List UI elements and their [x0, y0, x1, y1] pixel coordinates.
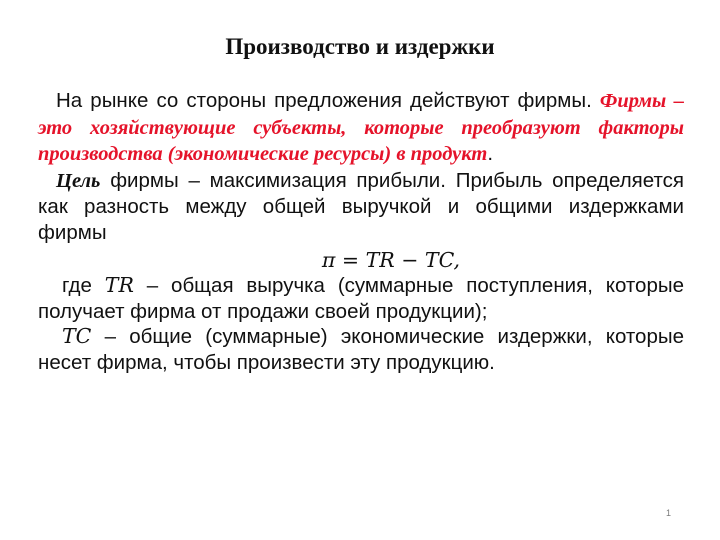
tc-symbol: TC: [62, 324, 92, 349]
paragraph-tr-prefix: где: [62, 274, 105, 298]
definition-period: .: [487, 142, 494, 166]
paragraph-tr: [38, 273, 684, 324]
paragraph-firms-text: На рынке со стороны предложения действуют фирмы.: [56, 89, 592, 112]
page-number: 1: [666, 508, 672, 518]
paragraph-tc: [38, 324, 684, 375]
goal-word: Цель: [56, 169, 101, 192]
paragraph-firms: [38, 88, 684, 168]
slide-title: Производство и издержки: [225, 34, 495, 59]
paragraph-goal: [38, 168, 684, 246]
paragraph-tc-text: – общие (суммарные) экономические издержки, которые несет фирма, чтобы произвести эту продукцию.: [38, 325, 684, 374]
paragraph-goal-text: фирмы – максимизация прибыли. Прибыль определяется как разность между общей выручкой и общими издержками фирмы: [38, 168, 684, 244]
slide-body: [38, 88, 684, 376]
firm-definition: Фирмы – это хозяйствующие субъекты, которые преобразуют факторы производства (экономические ресурсы) в продукт: [38, 90, 684, 166]
profit-formula: π = TR − TC,: [321, 247, 461, 272]
tr-symbol: TR: [104, 273, 134, 298]
paragraph-tr-text: – общая выручка (суммарные поступления, которые получает фирма от продажи своей продукции);: [38, 274, 684, 323]
